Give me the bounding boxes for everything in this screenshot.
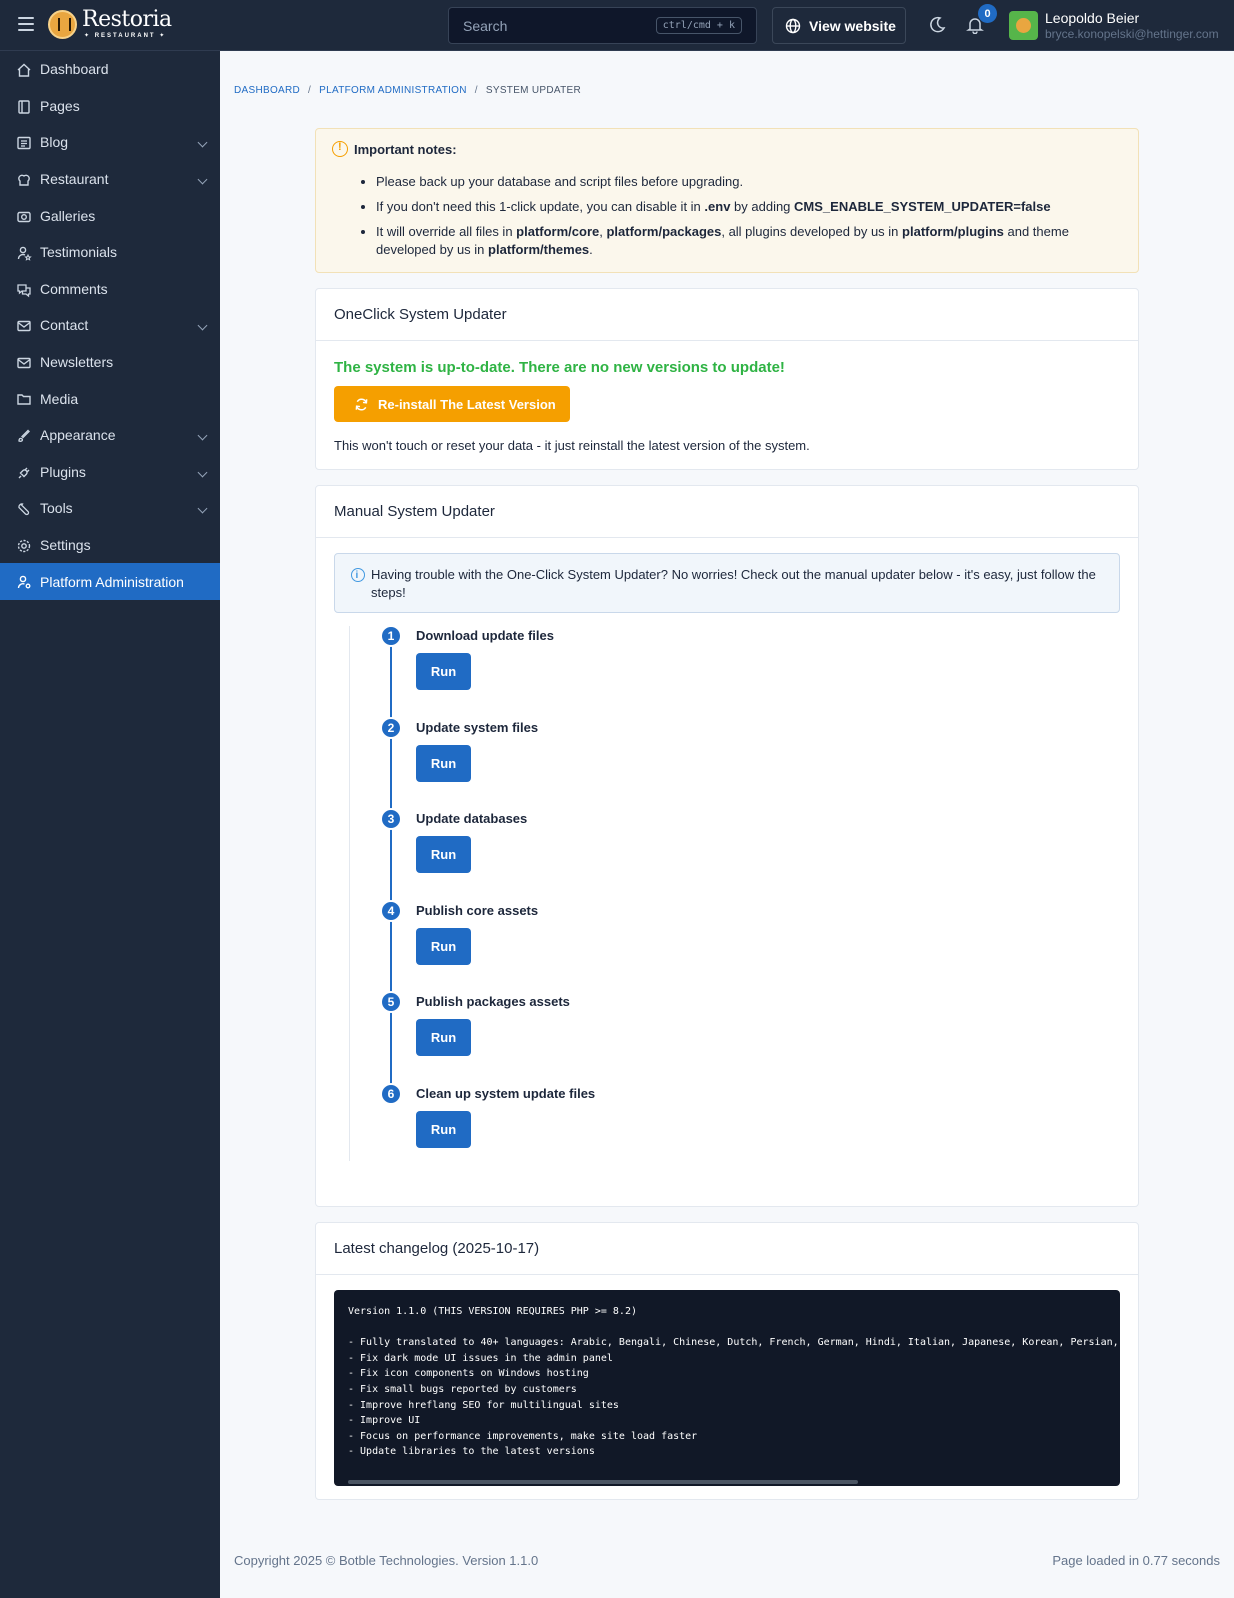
changelog-line: - Fully translated to 40+ languages: Arabic, Bengali, Chinese, Dutch, French, German, Hindi, Italian, Japanese, Korean, Persian, — [348, 1337, 1119, 1349]
breadcrumb-dashboard[interactable]: DASHBOARD — [234, 85, 301, 96]
card-title: Latest changelog (2025-10-17) — [316, 1223, 1138, 1275]
mail-icon — [16, 318, 32, 334]
steps-border — [349, 626, 350, 1161]
article-icon — [16, 135, 32, 151]
update-status: The system is up-to-date. There are no new versions to update! — [334, 359, 785, 376]
sidebar-item-label: Blog — [40, 134, 69, 151]
sidebar-item-contact[interactable] — [0, 307, 220, 344]
mail-icon — [16, 355, 32, 371]
sidebar-item-label: Restaurant — [40, 171, 109, 188]
sidebar-item-appearance[interactable] — [0, 417, 220, 454]
sidebar-item-comments[interactable] — [0, 271, 220, 308]
sidebar-item-settings[interactable] — [0, 527, 220, 564]
sidebar-item-media[interactable] — [0, 380, 220, 417]
run-step-button[interactable]: Run — [416, 653, 471, 690]
camera-icon — [16, 208, 32, 224]
changelog-line: Version 1.1.0 (THIS VERSION REQUIRES PHP >= 8.2) — [348, 1306, 637, 1317]
sidebar-item-pages[interactable] — [0, 88, 220, 125]
changelog-line: - Focus on performance improvements, make site load faster — [348, 1430, 698, 1442]
user-name[interactable]: Leopoldo Beier — [1045, 10, 1140, 26]
oneclick-updater-card — [315, 288, 1139, 470]
run-step-button[interactable]: Run — [416, 1019, 471, 1056]
changelog-line: - Improve hreflang SEO for multilingual sites — [348, 1399, 619, 1411]
breadcrumb-separator: / — [308, 85, 312, 96]
book-icon — [16, 99, 32, 115]
manual-updater-card — [315, 485, 1139, 1207]
chef-hat-icon — [16, 172, 32, 188]
step-title: Update system files — [416, 719, 539, 735]
manual-info-alert — [334, 553, 1120, 613]
chevron-down-icon — [198, 430, 208, 440]
reinstall-label: Re-install The Latest Version — [378, 396, 556, 412]
sidebar-item-plugins[interactable] — [0, 454, 220, 491]
info-circle-icon — [351, 568, 365, 582]
logo[interactable] — [48, 9, 172, 39]
menu-toggle-icon[interactable] — [18, 17, 34, 31]
search-input[interactable] — [448, 7, 757, 44]
sidebar-item-label: Testimonials — [40, 244, 118, 261]
step-number: 2 — [380, 717, 402, 739]
search-placeholder: Search — [463, 18, 508, 34]
tool-icon — [16, 501, 32, 517]
chevron-down-icon — [198, 321, 208, 331]
chevron-down-icon — [198, 504, 208, 514]
step-number: 6 — [380, 1083, 402, 1105]
note-item: • It will override all files in platform/core, platform/packages, all plugins developed by us in platform/plugins and theme developed by us in platform/themes. — [376, 223, 1122, 259]
footer-page-loaded: Page loaded in 0.77 seconds — [1052, 1553, 1220, 1568]
card-title: Manual System Updater — [316, 486, 1138, 538]
run-step-button[interactable]: Run — [416, 928, 471, 965]
chevron-down-icon — [198, 174, 208, 184]
run-step-button[interactable]: Run — [416, 745, 471, 782]
moon-icon[interactable] — [928, 16, 946, 34]
breadcrumb-current: SYSTEM UPDATER — [485, 85, 582, 96]
run-step-button[interactable]: Run — [416, 836, 471, 873]
brush-icon — [16, 428, 32, 444]
step-title: Clean up system update files — [416, 1086, 596, 1101]
sidebar-item-label: Plugins — [40, 463, 86, 480]
sidebar-item-blog[interactable] — [0, 124, 220, 161]
step-number: 1 — [380, 625, 402, 647]
plug-icon — [16, 465, 32, 481]
sidebar-item-galleries[interactable] — [0, 197, 220, 234]
changelog-line: - Fix dark mode UI issues in the admin panel — [348, 1352, 613, 1364]
run-step-button[interactable]: Run — [416, 1111, 471, 1148]
breadcrumb — [234, 85, 581, 96]
sidebar-item-dashboard[interactable] — [0, 51, 220, 88]
sidebar-item-label: Settings — [40, 537, 91, 554]
messages-icon — [16, 282, 32, 298]
sidebar-item-label: Appearance — [40, 427, 116, 444]
manual-info-text: Having trouble with the One-Click System Updater? No worries! Check out the manual updater below - it's easy, just follow the steps! — [371, 567, 1096, 600]
sidebar-item-label: Platform Administration — [40, 573, 184, 590]
step-number: 5 — [380, 991, 402, 1013]
logo-mark-icon — [48, 10, 77, 39]
breadcrumb-separator: / — [474, 85, 478, 96]
sidebar-item-platform-administration[interactable] — [0, 563, 220, 600]
footer-copyright: Copyright 2025 © Botble Technologies. Version 1.1.0 — [234, 1553, 539, 1568]
folder-icon — [16, 391, 32, 407]
note-item: • Please back up your database and script files before upgrading. — [376, 173, 1122, 191]
chevron-down-icon — [198, 467, 208, 477]
sidebar-item-label: Comments — [40, 280, 108, 297]
avatar[interactable] — [1009, 11, 1038, 40]
sidebar-item-newsletters[interactable] — [0, 344, 220, 381]
sidebar-item-label: Dashboard — [40, 61, 109, 78]
changelog-card — [315, 1222, 1139, 1500]
globe-icon — [785, 18, 801, 34]
sidebar-item-label: Pages — [40, 97, 80, 114]
note-item: • If you don't need this 1-click update, you can disable it in .env by adding CMS_ENABLE_SYSTEM_UPDATER=false — [376, 198, 1122, 216]
reinstall-button[interactable] — [334, 386, 570, 422]
changelog-line: - Update libraries to the latest versions — [348, 1446, 595, 1458]
sidebar-item-testimonials[interactable] — [0, 234, 220, 271]
steps-connector — [390, 636, 392, 1096]
reinstall-note: This won't touch or reset your data - it just reinstall the latest version of the system. — [334, 438, 810, 453]
search-shortcut: ctrl/cmd + k — [656, 17, 742, 34]
notification-badge: 0 — [978, 4, 997, 23]
user-email: bryce.konopelski@hettinger.com — [1045, 27, 1219, 41]
sidebar — [0, 51, 220, 1598]
sidebar-item-label: Contact — [40, 317, 89, 334]
sidebar-item-label: Galleries — [40, 207, 96, 224]
alert-circle-icon — [332, 141, 348, 157]
changelog-line: - Fix icon components on Windows hosting — [348, 1368, 589, 1380]
important-notes-alert — [315, 128, 1139, 273]
user-star-icon — [16, 245, 32, 261]
changelog-code-block[interactable] — [334, 1290, 1120, 1486]
logo-name: Restoria — [82, 7, 172, 32]
step-number: 3 — [380, 808, 402, 830]
step-title: Publish packages assets — [416, 994, 570, 1010]
sidebar-item-label: Media — [40, 390, 79, 407]
breadcrumb-platform-administration[interactable]: PLATFORM ADMINISTRATION — [319, 85, 467, 96]
gear-icon — [16, 538, 32, 554]
horizontal-scrollbar[interactable] — [348, 1480, 858, 1484]
changelog-line: - Improve UI — [348, 1415, 421, 1427]
sidebar-item-label: Tools — [40, 500, 73, 517]
refresh-icon — [354, 397, 369, 412]
changelog-line: - Fix small bugs reported by customers — [348, 1383, 577, 1395]
step-title: Download update files — [416, 628, 554, 643]
notes-title: Important notes: — [354, 141, 457, 157]
user-cog-icon — [16, 574, 32, 590]
top-navbar — [0, 0, 1234, 51]
sidebar-item-restaurant[interactable] — [0, 161, 220, 198]
view-website-button[interactable] — [772, 7, 906, 44]
logo-subtitle: ✦ RESTAURANT ✦ — [84, 33, 167, 39]
sidebar-item-tools[interactable] — [0, 490, 220, 527]
step-title: Update databases — [416, 811, 528, 827]
changelog-line — [348, 1320, 1106, 1336]
home-icon — [16, 62, 32, 78]
sidebar-item-label: Newsletters — [40, 354, 114, 371]
step-number: 4 — [380, 900, 402, 922]
step-title: Publish core assets — [416, 902, 539, 918]
card-title: OneClick System Updater — [316, 289, 1138, 341]
view-website-label: View website — [809, 17, 896, 34]
chevron-down-icon — [198, 138, 208, 148]
